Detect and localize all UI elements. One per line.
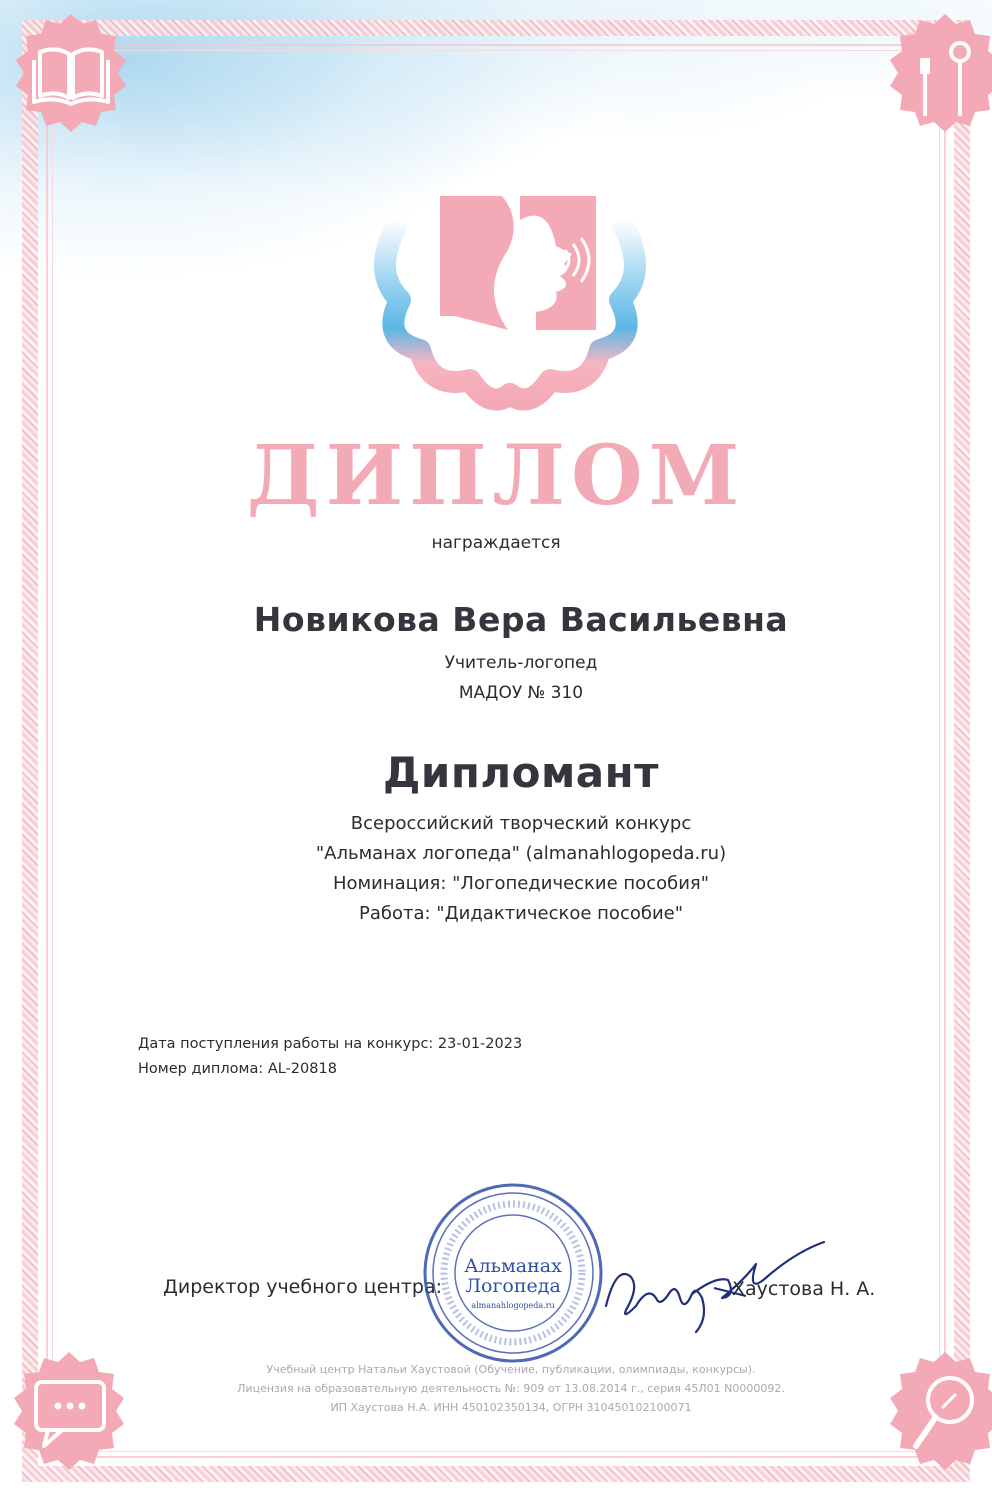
contest-details [0, 809, 992, 929]
footer-license-info [0, 1360, 992, 1417]
contest-line: "Альманах логопеда" (almanahlogopeda.ru) [315, 843, 727, 864]
diploma-meta [138, 1032, 522, 1082]
recipient-role: Учитель-логопед [444, 653, 598, 673]
footer-line: Лицензия на образовательную деятельность №: 909 от 13.08.2014 г., серия 45Л01 N0000092. [237, 1382, 785, 1395]
submission-date: Дата поступления работы на конкурс: 23-01-2023 [138, 1036, 523, 1052]
contest-line: Всероссийский творческий конкурс [350, 813, 692, 834]
footer-line: Учебный центр Натальи Хаустовой (Обучение, публикации, олимпиады, конкурсы). [266, 1363, 756, 1376]
stamp-line-1: Альманах [464, 1255, 562, 1277]
recipient-name: Новикова Вера Васильевна [253, 600, 789, 639]
open-book-icon [6, 8, 136, 138]
footer-line: ИП Хаустова Н.А. ИНН 450102350134, ОГРН 310450102100071 [330, 1401, 692, 1414]
awarded-text: награждается [431, 533, 561, 553]
award-status: Дипломант [382, 748, 659, 797]
official-stamp [420, 1180, 606, 1366]
speech-therapy-emblem [360, 180, 660, 420]
spoon-icon [880, 8, 992, 138]
recipient-organization: МАДОУ № 310 [458, 683, 584, 703]
director-name: Хаустова Н. А. [732, 1278, 876, 1300]
stamp-line-2: Логопеда [465, 1275, 561, 1297]
contest-line: Номинация: "Логопедические пособия" [332, 873, 710, 894]
diploma-title: ДИПЛОМ [246, 428, 746, 524]
contest-line: Работа: "Дидактическое пособие" [359, 903, 683, 924]
stamp-site: almanahlogopeda.ru [471, 1301, 555, 1310]
director-label: Директор учебного центра: [163, 1276, 442, 1298]
diploma-number: Номер диплома: AL-20818 [138, 1061, 337, 1077]
